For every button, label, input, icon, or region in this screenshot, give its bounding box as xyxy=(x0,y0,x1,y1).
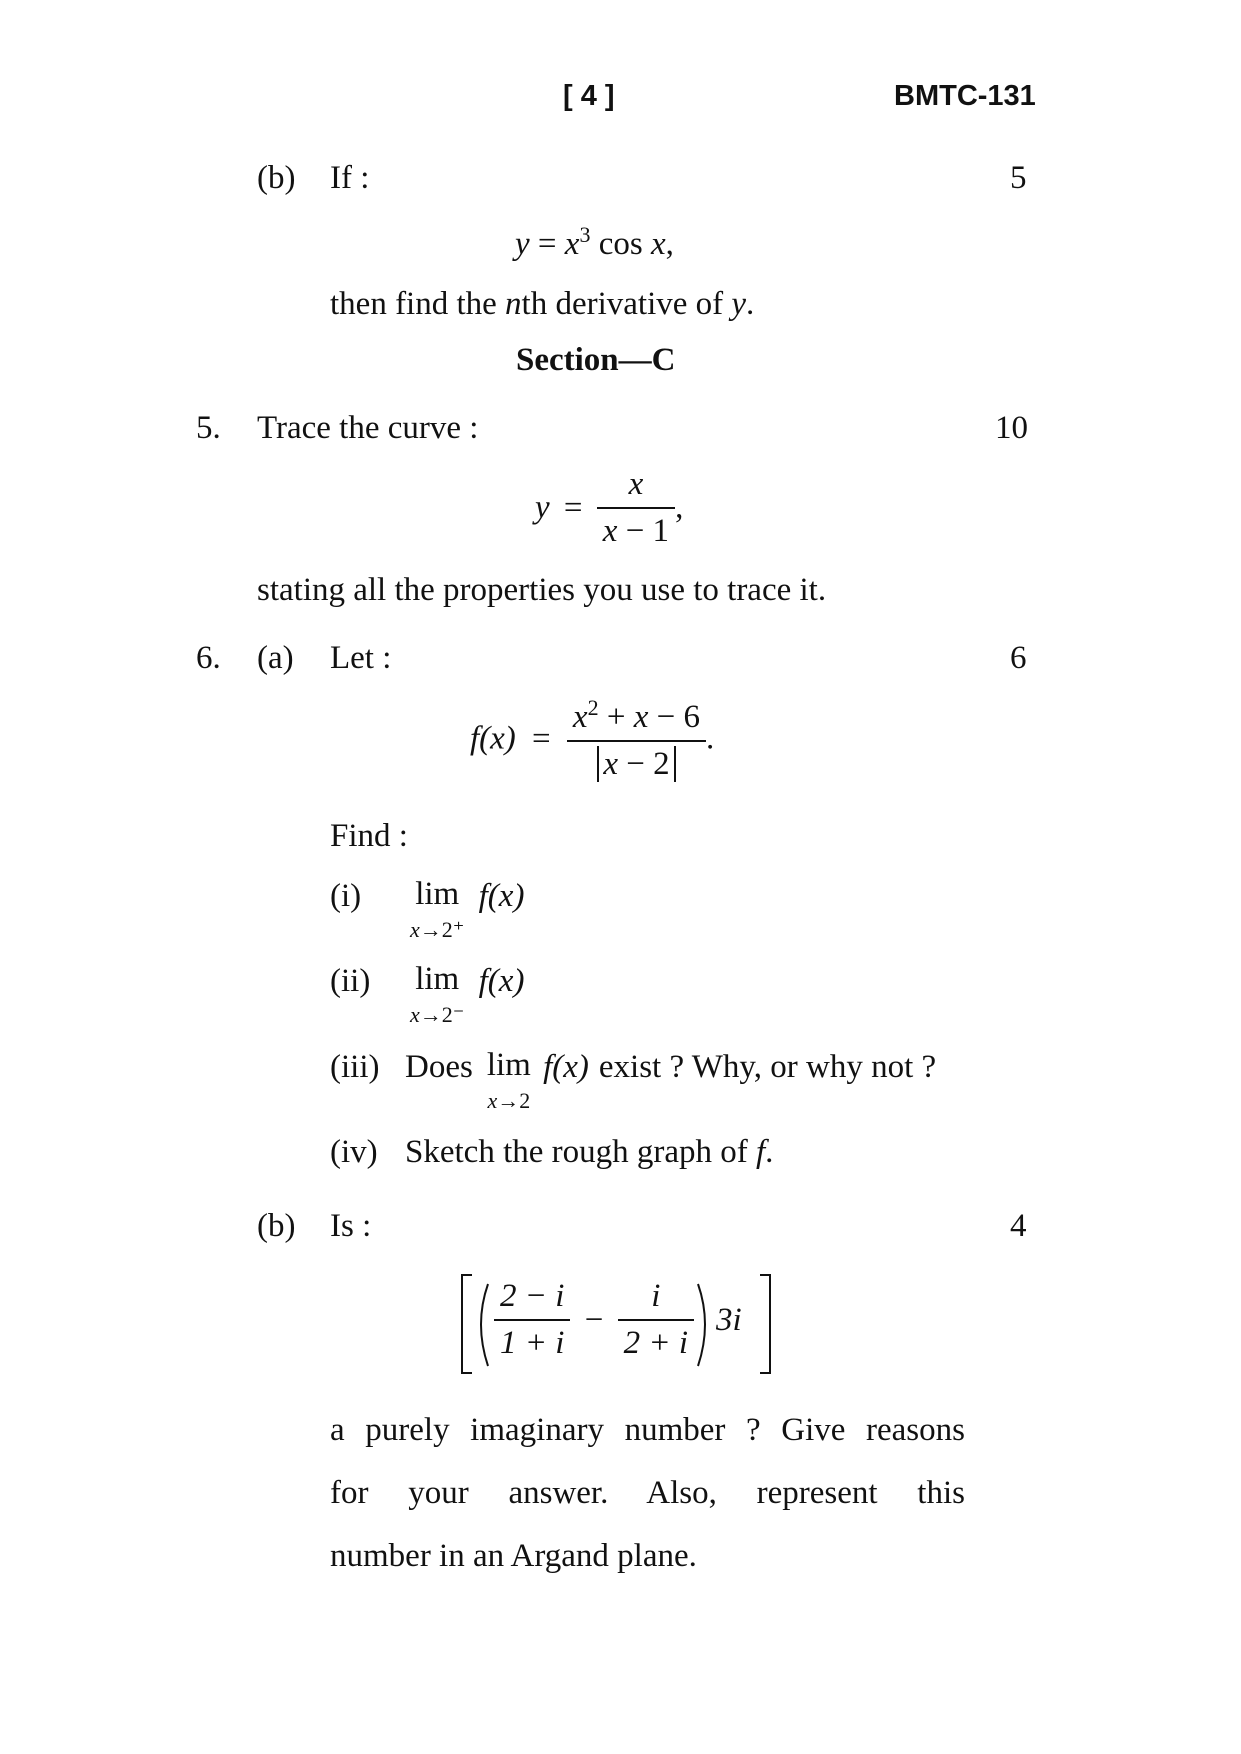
q6a-equation: f(x) = $\frac{x^2 + x - 6}{x - 2}$ . xyxy=(470,695,715,782)
q5-marks: 10 xyxy=(995,410,1028,446)
q6a-label: (a) xyxy=(257,640,294,676)
page-number: [ 4 ] xyxy=(563,80,615,112)
paper-code: BMTC-131 xyxy=(894,80,1036,112)
q5-lead: Trace the curve : xyxy=(257,410,479,446)
q4b-marks: 5 xyxy=(1010,160,1027,196)
q6a-find: Find : xyxy=(330,818,408,854)
q4b-lead: If : xyxy=(330,160,370,196)
q6b-factor: 3i xyxy=(716,1302,742,1338)
q6a-marks: 6 xyxy=(1010,640,1027,676)
q5-number: 5. xyxy=(196,410,221,446)
q6a-item-iii: (iii) Does lim x→2 f(x) exist ? Why, or why not ? xyxy=(330,1047,937,1113)
q4b-label: (b) xyxy=(257,160,296,196)
q5-equation: y = $\frac{x}{x - 1}$ , xyxy=(535,466,684,549)
q4b-equation: $y = x^3$ cos x, xyxy=(515,222,674,262)
section-title: Section—C xyxy=(516,342,676,378)
q6a-item-ii: (ii) lim x→2⁻ f(x) xyxy=(330,961,525,1027)
q6-number: 6. xyxy=(196,640,221,676)
q6a-item-iv: (iv) Sketch the rough graph of f. xyxy=(330,1134,774,1170)
q6a-lead: Let : xyxy=(330,640,392,676)
q6b-text-line3: number in an Argand plane. xyxy=(330,1538,697,1574)
q6b-marks: 4 xyxy=(1010,1208,1027,1244)
q5-text: stating all the properties you use to trace it. xyxy=(257,572,827,608)
q4b-text: then find the nth derivative of y. xyxy=(330,286,755,322)
q6b-lead: Is : xyxy=(330,1208,372,1244)
q6a-item-i: (i) lim x→2⁺ f(x) xyxy=(330,876,525,942)
q6b-text-line2: for your answer. Also, represent this xyxy=(330,1475,965,1511)
q6b-text-line1: a purely imaginary number ? Give reasons xyxy=(330,1412,965,1448)
q6b-label: (b) xyxy=(257,1208,296,1244)
